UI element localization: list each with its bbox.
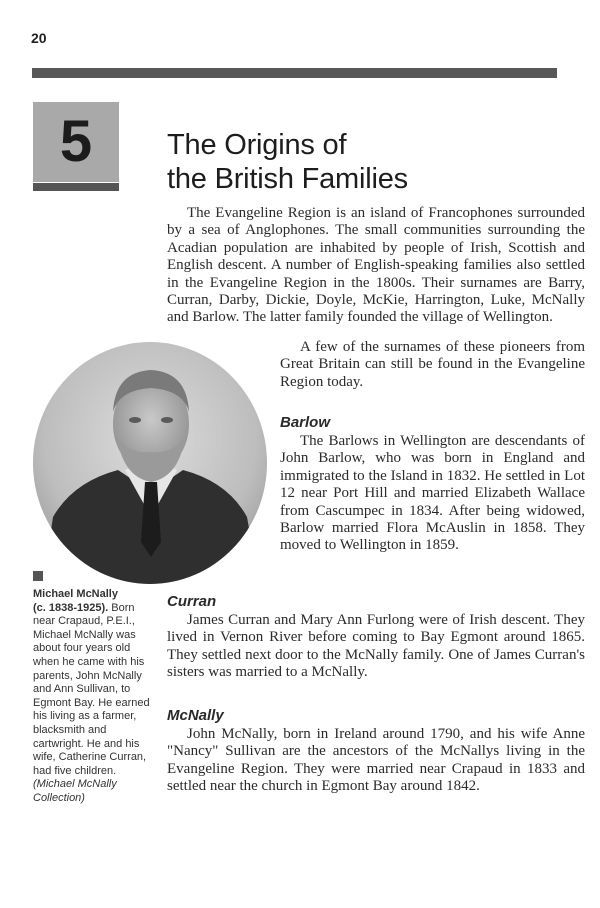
section-barlow [280, 414, 585, 555]
chapter-number: 5 [59, 109, 93, 174]
section-text-mcnally: John McNally, born in Ireland around 1790, and his wife Anne "Nancy" Sullivan are the ancestors of the McNallys living in the Evangeline Region. They were married near Crapaud in 1833 and settled near the church in Egmont Bay around 1842. [167, 726, 585, 795]
caption-dates: (c. 1838-1925). [33, 601, 109, 614]
intro-section [167, 205, 585, 327]
intro-paragraph-2: A few of the surnames of these pioneers from Great Britain can still be found in the Evangeline Region today. [280, 339, 585, 390]
chapter-number-box [33, 102, 119, 182]
section-curran [167, 593, 585, 682]
section-heading-mcnally: McNally [167, 707, 224, 724]
chapter-title [167, 128, 567, 196]
caption-text: Born near Crapaud, P.E.I., Michael McNally was about four years old when he came with his parents, John McNally and Ann Sullivan, to Egmont Bay. He earned his living as a farmer, blacksmith and cartwright. He and his wife, Catherine Curran, had five children. [33, 601, 150, 777]
section-mcnally [167, 707, 585, 796]
caption-credit: (Michael McNally Collection) [33, 778, 117, 804]
section-heading-barlow: Barlow [280, 414, 331, 431]
intro-section-continued [280, 339, 585, 391]
caption-name: Michael McNally [33, 588, 118, 600]
section-text-curran: James Curran and Mary Ann Furlong were of Irish descent. They lived in Vernon River before coming to Bay Egmont around 1865. They settled next door to the McNally family. One of James Curran's sisters was married to a McNally. [167, 612, 585, 681]
portrait-image [33, 342, 267, 584]
chapter-title-line-1: The Origins of [167, 129, 347, 161]
caption-marker [33, 571, 43, 581]
chapter-underline [33, 183, 119, 191]
section-heading-curran: Curran [167, 593, 217, 610]
photo-caption [33, 588, 158, 806]
page-number: 20 [31, 30, 47, 46]
chapter-title-line-2: the British Families [167, 163, 408, 195]
portrait-photo [33, 342, 267, 584]
section-text-barlow: The Barlows in Wellington are descendants of John Barlow, who was born in England and immigrated to the Island in 1832. He settled in Lot 12 near Port Hill and married Elizabeth Wallace from Cascumpec in 1834. After being widowed, Barlow married Flora McAuslin in 1858. They moved to Wellington in 1859. [280, 433, 585, 554]
intro-paragraph-1: The Evangeline Region is an island of Francophones surrounded by a sea of Anglophones. The small communities surrounding the Acadian population are inhabited by people of Irish, Scottish and English descent. A number of English-speaking families also settled in the Evangeline Region in the 1800s. Their surnames are Barry, Curran, Darby, Dickie, Doyle, McKie, Harrington, Luke, McNally and Barlow. The latter family founded the village of Wellington. [167, 205, 585, 326]
header-rule [32, 68, 557, 78]
